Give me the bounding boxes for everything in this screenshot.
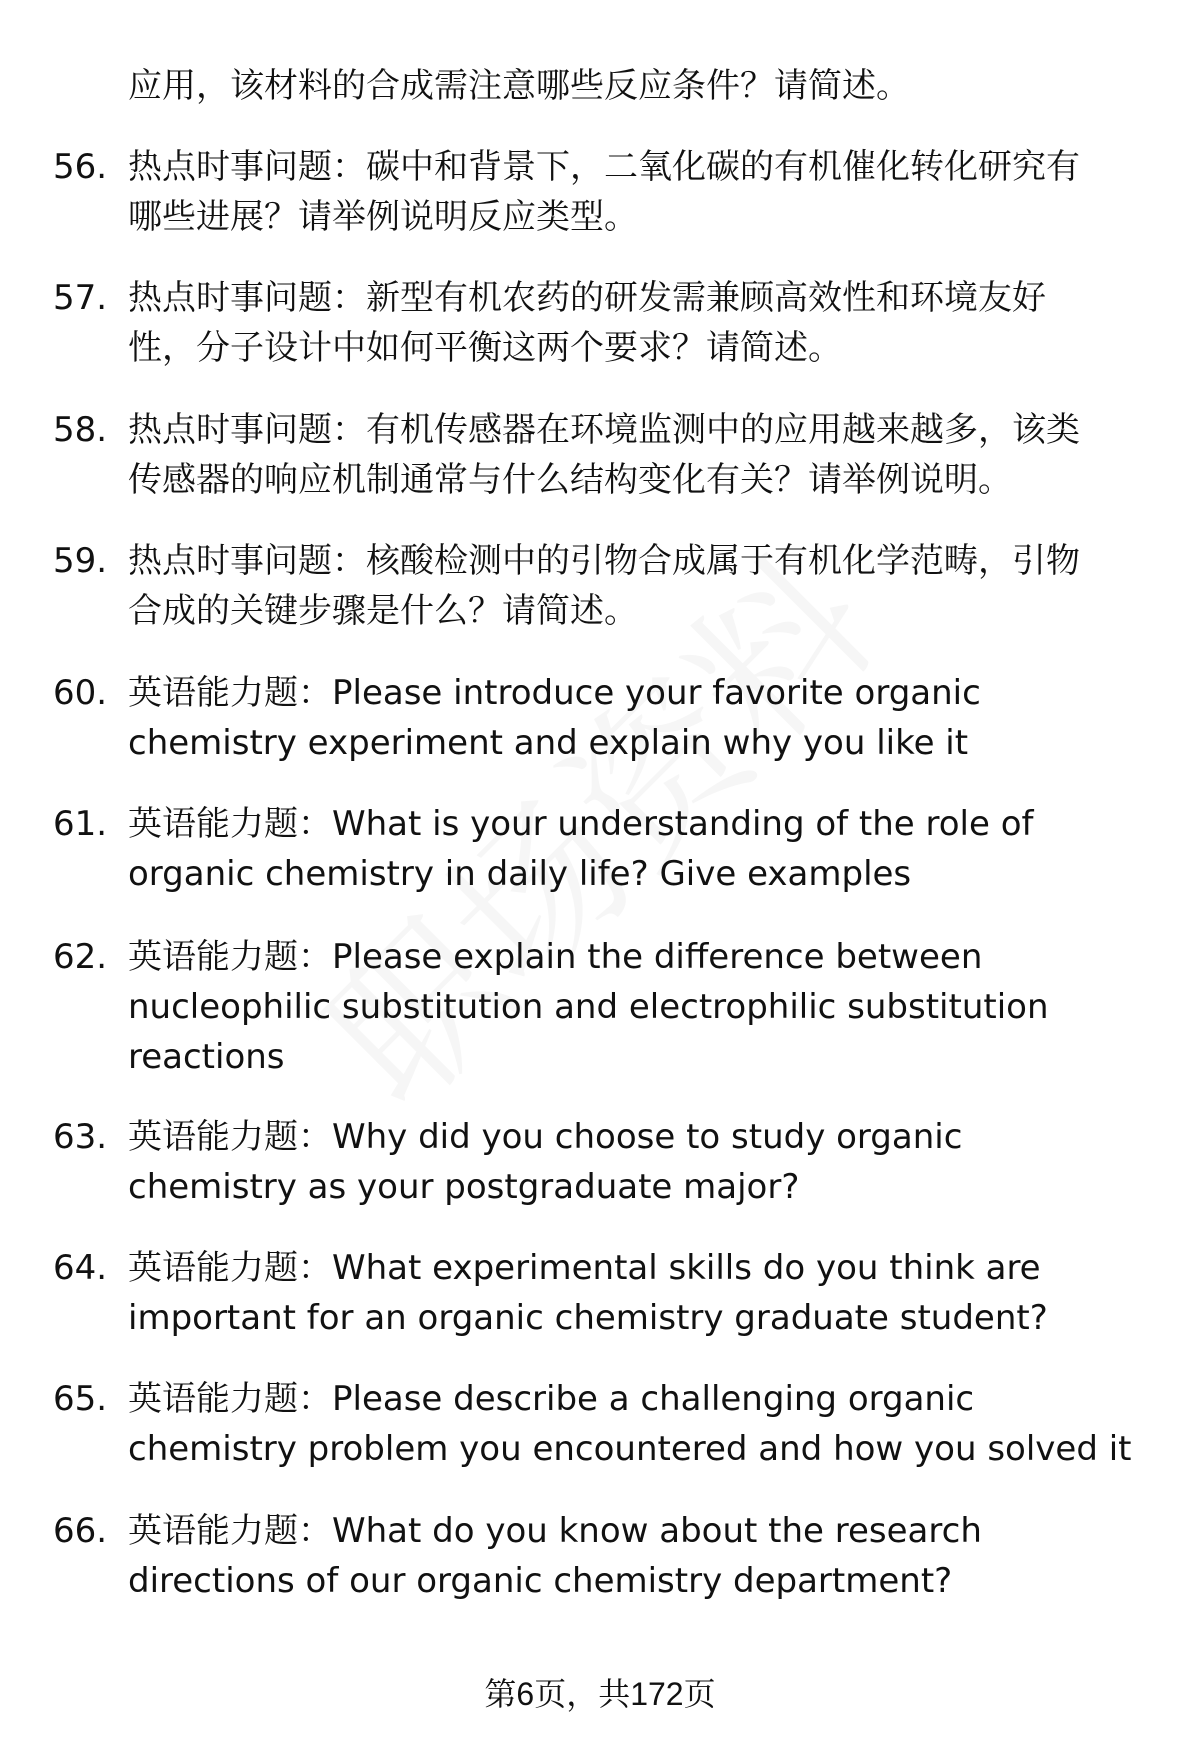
question-text-line: organic chemistry in daily life? Give examples (128, 854, 912, 894)
question-number: 64. (53, 1248, 108, 1288)
question-text-line: 热点时事问题：有机传感器在环境监测中的应用越来越多，该类 (128, 410, 1080, 450)
question-number: 56. (53, 147, 108, 187)
question-text-line: 传感器的响应机制通常与什么结构变化有关？请举例说明。 (128, 460, 1012, 500)
question-number: 57. (53, 278, 108, 318)
question-text-line: chemistry as your postgraduate major? (128, 1167, 800, 1207)
question-text-line: reactions (128, 1037, 285, 1077)
question-text-line: 英语能力题：Please describe a challenging organic (128, 1379, 975, 1419)
question-number: 65. (53, 1379, 108, 1419)
question-number: 63. (53, 1117, 108, 1157)
question-text-line: 哪些进展？请举例说明反应类型。 (128, 197, 638, 237)
question-number: 61. (53, 804, 108, 844)
question-text-line: 英语能力题：Please explain the difference between (128, 937, 983, 977)
question-text-line: 性，分子设计中如何平衡这两个要求？请简述。 (128, 328, 842, 368)
question-number: 59. (53, 541, 108, 581)
question-text-line: directions of our organic chemistry department? (128, 1561, 953, 1601)
text-line: 应用，该材料的合成需注意哪些反应条件？请简述。 (128, 66, 910, 106)
question-text-line: 热点时事问题：碳中和背景下，二氧化碳的有机催化转化研究有 (128, 147, 1080, 187)
question-number: 66. (53, 1511, 108, 1551)
question-text-line: 热点时事问题：核酸检测中的引物合成属于有机化学范畴，引物 (128, 541, 1080, 581)
question-text-line: 英语能力题：What is your understanding of the role of (128, 804, 1034, 844)
question-text-line: 合成的关键步骤是什么？请简述。 (128, 591, 638, 631)
question-text-line: 英语能力题：Please introduce your favorite organic (128, 673, 981, 713)
question-number: 62. (53, 937, 108, 977)
question-text-line: 英语能力题：What do you know about the research (128, 1511, 982, 1551)
question-text-line: 英语能力题：What experimental skills do you think are (128, 1248, 1041, 1288)
question-text-line: chemistry experiment and explain why you like it (128, 723, 969, 763)
question-text-line: important for an organic chemistry graduate student? (128, 1298, 1048, 1338)
question-text-line: chemistry problem you encountered and how you solved it (128, 1429, 1132, 1469)
question-number: 60. (53, 673, 108, 713)
question-text-line: nucleophilic substitution and electrophilic substitution (128, 987, 1049, 1027)
question-text-line: 英语能力题：Why did you choose to study organic (128, 1117, 963, 1157)
question-number: 58. (53, 410, 108, 450)
question-text-line: 热点时事问题：新型有机农药的研发需兼顾高效性和环境友好 (128, 278, 1046, 318)
page-footer: 第6页，共172页 (484, 1676, 716, 1712)
